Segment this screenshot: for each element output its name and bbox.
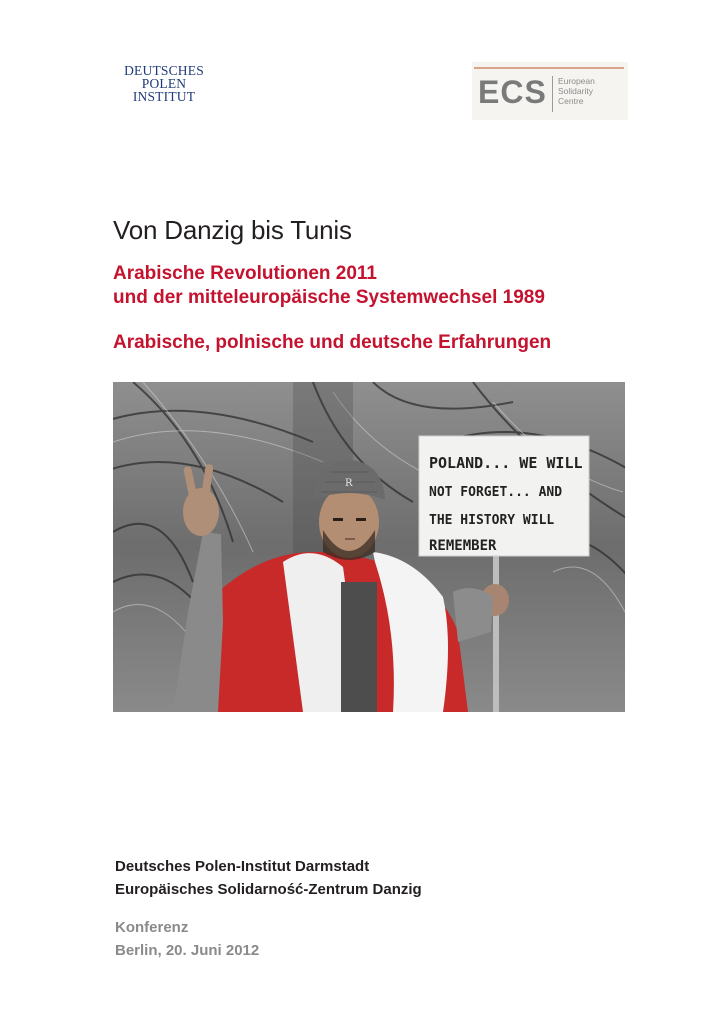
subtitle-line3: Arabische, polnische und deutsche Erfahrungen: [113, 332, 552, 353]
dpi-logo-line2: POLEN: [141, 76, 187, 91]
page-title: Von Danzig bis Tunis: [113, 215, 352, 245]
cap-letter: R: [345, 478, 353, 489]
ecs-logo-line3: Centre: [558, 96, 584, 106]
event-place-date: Berlin, 20. Juni 2012: [115, 942, 260, 959]
ecs-logo-subtitle: [558, 76, 595, 106]
ecs-logo-acronym: ECS: [478, 74, 547, 110]
subtitle-line1: Arabische Revolutionen 2011: [113, 263, 377, 284]
dpi-logo-line1: DEUTSCHES: [124, 63, 204, 78]
subtitle-block: [113, 262, 545, 310]
dpi-logo: [112, 64, 216, 103]
sign-line2: NOT FORGET... AND: [429, 485, 563, 500]
event-info: [115, 916, 259, 962]
ecs-logo-rule: [474, 67, 624, 69]
cover-photo: [113, 382, 625, 712]
ecs-logo: [472, 62, 628, 120]
ecs-logo-divider: [552, 76, 553, 112]
sign-line4: REMEMBER: [429, 538, 497, 554]
subtitle-line3-block: [113, 331, 551, 355]
sign-line1: POLAND... WE WILL: [429, 454, 583, 472]
ecs-logo-line2: Solidarity: [558, 86, 593, 96]
sign-line3: THE HISTORY WILL: [429, 513, 555, 528]
dpi-logo-line3: INSTITUT: [132, 89, 196, 104]
publishers: [115, 855, 422, 901]
event-type: Konferenz: [115, 919, 189, 936]
ecs-logo-line1: European: [558, 76, 595, 86]
subtitle-line2: und der mitteleuropäische Systemwechsel 1989: [113, 287, 545, 308]
publisher-line2: Europäisches Solidarność-Zentrum Danzig: [115, 881, 422, 898]
publisher-line1: Deutsches Polen-Institut Darmstadt: [115, 858, 370, 875]
